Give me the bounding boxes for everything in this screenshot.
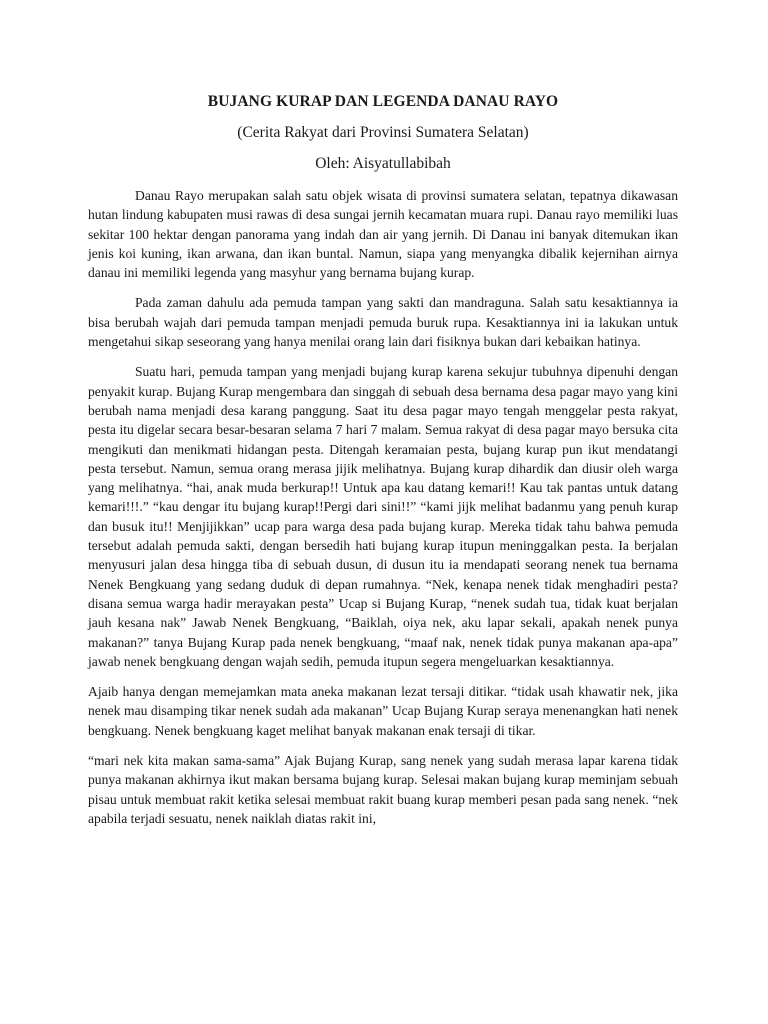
- document-page: [88, 92, 678, 839]
- document-subtitle: (Cerita Rakyat dari Provinsi Sumatera Selatan): [237, 124, 529, 141]
- document-title: BUJANG KURAP DAN LEGENDA DANAU RAYO: [207, 93, 559, 110]
- paragraph-2: Pada zaman dahulu ada pemuda tampan yang sakti dan mandraguna. Salah satu kesaktiannya ia bisa berubah wajah dari pemuda tampan menjadi pemuda buruk rupa. Kesaktiannya ini ia lakukan untuk mengetahui sikap seseorang yang hanya menilai orang lain dari fisiknya bukan dari kebaikan hatinya.: [88, 295, 678, 350]
- document-author: Oleh: Aisyatullabibah: [315, 155, 451, 172]
- paragraph-4: Ajaib hanya dengan memejamkan mata aneka makanan lezat tersaji ditikar. “tidak usah khawatir nek, jika nenek mau disamping tikar nenek sudah ada makanan” Ucap Bujang Kurap seraya menenangkan hati nenek bengkuang. Nenek bengkuang kaget melihat banyak makanan enak tersaji di tikar.: [88, 684, 678, 738]
- paragraph-5: “mari nek kita makan sama-sama” Ajak Bujang Kurap, sang nenek yang sudah merasa lapar karena tidak punya makanan akhirnya ikut makan bersama bujang kurap. Selesai makan bujang kurap meminjam sebuah pisau untuk membuat rakit ketika selesai membuat rakit buang kurap memberi pesan pada sang nenek. “nek apabila terjadi sesuatu, nenek naiklah diatas rakit ini,: [88, 753, 678, 826]
- paragraph-3: Suatu hari, pemuda tampan yang menjadi bujang kurap karena sekujur tubuhnya dipenuhi dengan penyakit kurap. Bujang Kurap mengembara dan singgah di sebuah desa bernama desa pagar mayo yang kini berubah nama menjadi desa karang panggung. Saat itu desa pagar mayo tengah menggelar pesta rakyat, pesta itu digelar secara besar-besaran selama 7 hari 7 malam. Semua rakyat di desa pagar mayo bersuka cita mengikuti dan menikmati hidangan pesta. Ditengah keramaian pesta, bujang kurap pun ikut mendatangi pesta tersebut. Namun, semua orang merasa jijik melihatnya. Bujang kurap dihardik dan diusir oleh warga yang melihatnya. “hai, anak muda berkurap!! Untuk apa kau datang kemari!! Kau tak pantas untuk datang kemari!!!.” “kau dengar itu bujang kurap!!Pergi dari sini!!” “kami jijk melihat badanmu yang penuh kurap dan busuk itu!! Menjijikkan” ucap para warga desa pada bujang kurap. Mereka tidak tahu bahwa pemuda tersebut adalah pemuda sakti, dengan bersedih hati bujang kurap itupun meninggalkan pesta. Ia berjalan menyusuri jalan desa hingga tiba di sebuah dusun, di dusun itu ia mendapati seorang nenek tua bernama Nenek Bengkuang yang sedang duduk di depan rumahnya. “Nek, kenapa nenek tidak menghadiri pesta? disana semua warga hadir merayakan pesta” Ucap si Bujang Kurap, “nenek sudah tua, tidak kuat berjalan jauh kesana nak” Jawab Nenek Bengkuang, “Baiklah, oiya nek, aku lapar sekali, apakah nenek punya makanan?” tanya Bujang Kurap pada nenek bengkuang, “maaf nak, nenek tidak punya makanan apa-apa” jawab nenek bengkuang dengan wajah sedih, pemuda itupun segera mengeluarkan kesaktiannya.: [88, 364, 678, 669]
- paragraph-1: Danau Rayo merupakan salah satu objek wisata di provinsi sumatera selatan, tepatnya dikawasan hutan lindung kabupaten musi rawas di desa sungai jernih kecamatan muara rupi. Danau rayo memiliki luas sekitar 100 hektar dengan panorama yang indah dan air yang jernih. Di Danau ini banyak ditemukan ikan jenis koi kuning, ikan arwana, dan ikan buntal. Namun, siapa yang menyangka dibalik kejernihan airnya danau ini memiliki legenda yang masyhur yang bernama bujang kurap.: [88, 188, 678, 281]
